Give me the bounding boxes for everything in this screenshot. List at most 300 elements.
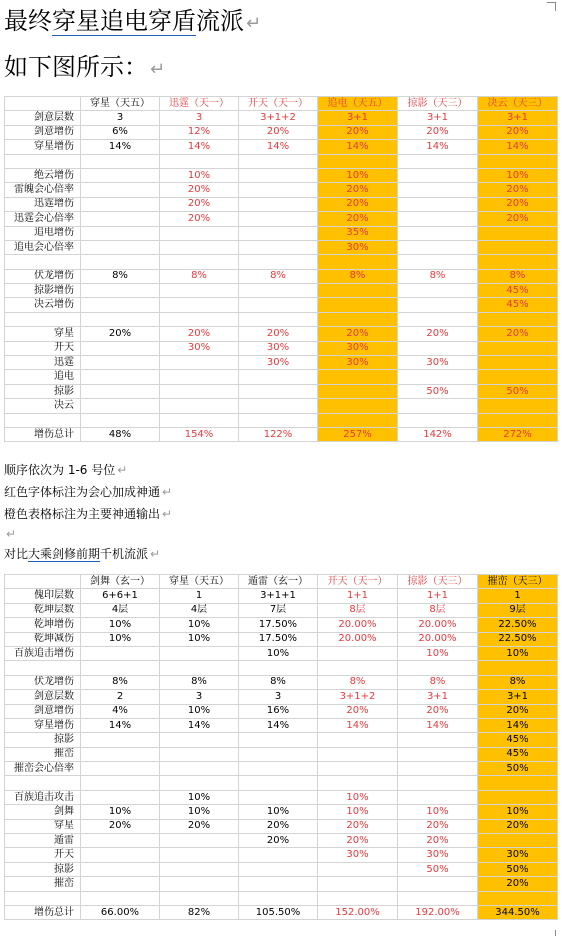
header-row — [5, 575, 558, 589]
table-cell — [160, 154, 239, 168]
title-part-a: 最终 — [4, 7, 52, 35]
table-cell — [81, 646, 160, 660]
table-row — [5, 632, 558, 646]
table-cell: 3+1+1 — [239, 589, 318, 603]
table-row — [5, 862, 558, 876]
header-row — [5, 97, 558, 111]
table-cell: 50% — [398, 384, 478, 398]
table-cell — [239, 762, 318, 776]
row-label — [5, 891, 81, 905]
table-cell — [160, 255, 239, 269]
table-cell — [318, 370, 398, 384]
table-cell: 20% — [318, 212, 398, 226]
table-cell — [81, 154, 160, 168]
column-header: 迅霆（天一） — [160, 97, 239, 111]
table-cell — [398, 154, 478, 168]
table-cell — [398, 747, 478, 761]
table-cell: 20% — [239, 125, 318, 139]
table-cell: 20% — [239, 834, 318, 848]
table-cell: 3+1 — [478, 690, 558, 704]
column-header: 开天（天一） — [318, 575, 398, 589]
table-row — [5, 226, 558, 240]
note-text: 橙色表格标注为主要神通输出 — [4, 507, 161, 521]
table-cell — [160, 240, 239, 254]
table-cell: 20.00% — [398, 618, 478, 632]
table-cell: 10% — [318, 168, 398, 182]
table-cell — [239, 891, 318, 905]
table-cell — [478, 399, 558, 413]
table-cell: 30% — [318, 848, 398, 862]
table-cell: 14% — [478, 140, 558, 154]
table-row — [5, 284, 558, 298]
table-cell: 30% — [160, 341, 239, 355]
paragraph-mark-icon: ↵ — [162, 485, 173, 499]
table-cell: 10% — [478, 646, 558, 660]
table-cell: 9层 — [478, 603, 558, 617]
table-cell — [81, 168, 160, 182]
table-cell: 14% — [398, 140, 478, 154]
row-label: 傀印层数 — [5, 589, 81, 603]
paragraph-mark-icon: ↵ — [117, 463, 128, 477]
table-cell: 10% — [398, 805, 478, 819]
table-row — [5, 154, 558, 168]
row-label: 决云 — [5, 399, 81, 413]
table-cell — [478, 790, 558, 804]
table-row — [5, 819, 558, 833]
table-row — [5, 255, 558, 269]
table-row — [5, 618, 558, 632]
table-cell: 14% — [398, 718, 478, 732]
table-cell: 3+1 — [318, 111, 398, 125]
row-label — [5, 312, 81, 326]
table-cell: 14% — [239, 140, 318, 154]
table-cell: 20% — [318, 197, 398, 211]
row-label — [5, 255, 81, 269]
paragraph-mark-icon: ↵ — [6, 527, 17, 541]
table-cell: 20% — [160, 197, 239, 211]
table-cell: 3+1+2 — [239, 111, 318, 125]
table-cell — [160, 733, 239, 747]
table-cell: 16% — [239, 704, 318, 718]
table-cell — [478, 356, 558, 370]
table-cell — [239, 384, 318, 398]
note-line-2 — [4, 484, 172, 501]
table-cell: 30% — [318, 356, 398, 370]
row-label — [5, 776, 81, 790]
table-cell — [239, 399, 318, 413]
table-cell: 14% — [160, 718, 239, 732]
table-cell: 20% — [398, 125, 478, 139]
table-cell — [318, 284, 398, 298]
table-cell: 22.50% — [478, 618, 558, 632]
table-cell: 20.00% — [318, 632, 398, 646]
table-cell: 105.50% — [239, 905, 318, 919]
table-cell — [478, 154, 558, 168]
table-cell — [398, 733, 478, 747]
table-cell — [81, 762, 160, 776]
table-cell — [160, 762, 239, 776]
table-cell: 20% — [398, 834, 478, 848]
table-row — [5, 427, 558, 441]
table-cell: 142% — [398, 427, 478, 441]
table-cell — [81, 384, 160, 398]
table-cell — [81, 399, 160, 413]
table-cell — [398, 413, 478, 427]
table-cell — [81, 197, 160, 211]
table-cell — [318, 312, 398, 326]
row-label: 开天 — [5, 341, 81, 355]
table-cell: 14% — [81, 718, 160, 732]
table-cell — [81, 298, 160, 312]
row-label: 乾坤减伤 — [5, 632, 81, 646]
table-cell — [239, 183, 318, 197]
table-cell — [398, 312, 478, 326]
table-cell — [398, 226, 478, 240]
build-table — [4, 96, 558, 442]
table-row — [5, 790, 558, 804]
table-cell: 20% — [81, 819, 160, 833]
table-cell: 45% — [478, 747, 558, 761]
table-cell — [239, 212, 318, 226]
table-cell — [81, 862, 160, 876]
column-header: 决云（天三） — [478, 97, 558, 111]
table-row — [5, 661, 558, 675]
table-cell — [478, 226, 558, 240]
table-cell — [81, 891, 160, 905]
table-cell: 272% — [478, 427, 558, 441]
table-cell: 10% — [81, 618, 160, 632]
row-label: 穿星增伤 — [5, 140, 81, 154]
row-label: 剑意层数 — [5, 111, 81, 125]
row-label: 增伤总计 — [5, 905, 81, 919]
row-label: 遁雷 — [5, 834, 81, 848]
table-cell: 10% — [478, 168, 558, 182]
table-row — [5, 834, 558, 848]
table-cell: 45% — [478, 298, 558, 312]
table-row — [5, 384, 558, 398]
table-cell: 8% — [239, 269, 318, 283]
table-cell: 10% — [160, 168, 239, 182]
table-cell — [318, 298, 398, 312]
table-cell — [239, 661, 318, 675]
table-cell — [239, 862, 318, 876]
row-label: 剑舞 — [5, 805, 81, 819]
table-cell — [160, 356, 239, 370]
table-cell — [81, 341, 160, 355]
table-row — [5, 733, 558, 747]
table-row — [5, 298, 558, 312]
table-cell: 10% — [318, 805, 398, 819]
table-row — [5, 183, 558, 197]
table-cell: 154% — [160, 427, 239, 441]
table-cell — [478, 661, 558, 675]
table-cell — [81, 877, 160, 891]
table-row — [5, 168, 558, 182]
table-cell: 10% — [160, 704, 239, 718]
row-label: 掠影 — [5, 733, 81, 747]
table-cell: 20% — [239, 819, 318, 833]
table-cell: 3 — [81, 111, 160, 125]
table-cell: 3+1 — [398, 690, 478, 704]
table-cell: 6% — [81, 125, 160, 139]
row-label: 摧峦 — [5, 877, 81, 891]
table-cell: 14% — [239, 718, 318, 732]
table-cell — [318, 776, 398, 790]
table-cell — [398, 255, 478, 269]
table-cell: 10% — [160, 790, 239, 804]
table-cell: 4层 — [81, 603, 160, 617]
table-cell — [318, 762, 398, 776]
column-header: 剑舞（玄一） — [81, 575, 160, 589]
row-label: 乾坤层数 — [5, 603, 81, 617]
table-cell: 14% — [318, 718, 398, 732]
table-row — [5, 413, 558, 427]
table-cell — [398, 370, 478, 384]
table-cell: 45% — [478, 284, 558, 298]
row-label: 掠影增伤 — [5, 284, 81, 298]
table-cell — [239, 255, 318, 269]
row-label: 迅霆增伤 — [5, 197, 81, 211]
table-row — [5, 704, 558, 718]
note-text: 顺序依次为 1-6 号位 — [4, 463, 116, 477]
table-cell: 14% — [160, 140, 239, 154]
table-cell: 30% — [478, 848, 558, 862]
table-cell — [81, 183, 160, 197]
table-cell: 20% — [318, 819, 398, 833]
table-cell — [318, 255, 398, 269]
row-label: 追电 — [5, 370, 81, 384]
table-cell: 3+1 — [478, 111, 558, 125]
table-row — [5, 140, 558, 154]
column-header: 穿星（天五） — [160, 575, 239, 589]
table-cell — [160, 399, 239, 413]
table-cell: 50% — [478, 384, 558, 398]
column-header — [5, 97, 81, 111]
table-cell: 22.50% — [478, 632, 558, 646]
table-cell — [318, 413, 398, 427]
table-cell — [239, 197, 318, 211]
table-cell — [160, 413, 239, 427]
row-label: 掠影 — [5, 384, 81, 398]
table-cell: 50% — [478, 762, 558, 776]
table-cell: 20% — [478, 212, 558, 226]
column-header: 追电（天五） — [318, 97, 398, 111]
table-cell — [239, 877, 318, 891]
paragraph-mark-icon: ↵ — [150, 59, 166, 80]
table-cell: 8层 — [318, 603, 398, 617]
table-cell — [318, 891, 398, 905]
table-cell — [81, 747, 160, 761]
column-header: 开天（天一） — [239, 97, 318, 111]
table-row — [5, 762, 558, 776]
table-cell: 10% — [81, 632, 160, 646]
row-label: 剑意层数 — [5, 690, 81, 704]
table-cell: 1+1 — [398, 589, 478, 603]
column-header: 掠影（天三） — [398, 575, 478, 589]
table-cell — [160, 834, 239, 848]
paragraph-mark-icon: ↵ — [162, 507, 173, 521]
table-cell — [478, 255, 558, 269]
table-cell — [478, 834, 558, 848]
table-cell: 20% — [160, 327, 239, 341]
title-part-b: 穿星追电穿盾 — [52, 7, 196, 35]
compare-text-b: 大乘剑修前期 — [28, 547, 101, 561]
empty-paragraph — [4, 526, 16, 543]
table-cell — [239, 298, 318, 312]
table-row — [5, 776, 558, 790]
table-row — [5, 327, 558, 341]
table-cell: 20% — [478, 197, 558, 211]
table-cell — [160, 298, 239, 312]
table-cell — [81, 661, 160, 675]
page-corner-mark — [547, 2, 556, 11]
table-cell: 20% — [478, 704, 558, 718]
paragraph-mark-icon: ↵ — [246, 13, 262, 34]
table-cell: 3+1+2 — [318, 690, 398, 704]
table-cell — [239, 284, 318, 298]
table-cell — [398, 183, 478, 197]
table-cell: 12% — [160, 125, 239, 139]
table-cell — [478, 341, 558, 355]
table-cell: 10% — [81, 805, 160, 819]
table-cell — [81, 370, 160, 384]
table-cell — [160, 384, 239, 398]
table-row — [5, 603, 558, 617]
table-cell: 10% — [318, 790, 398, 804]
table-cell: 8% — [160, 269, 239, 283]
table-cell: 8% — [398, 269, 478, 283]
subtitle-text: 如下图所示： — [4, 53, 148, 81]
comparison-table — [4, 574, 558, 920]
table-cell: 10% — [478, 805, 558, 819]
table-row — [5, 805, 558, 819]
table-cell: 14% — [478, 718, 558, 732]
table-cell — [478, 370, 558, 384]
row-label: 掠影 — [5, 862, 81, 876]
table-cell: 66.00% — [81, 905, 160, 919]
table-cell: 20% — [398, 704, 478, 718]
table-row — [5, 589, 558, 603]
table-cell: 8% — [81, 269, 160, 283]
table-row — [5, 848, 558, 862]
table-cell — [318, 747, 398, 761]
table-cell — [81, 776, 160, 790]
note-text: 红色字体标注为会心加成神通 — [4, 485, 161, 499]
table-row — [5, 675, 558, 689]
table-cell — [318, 399, 398, 413]
row-label: 百族追击增伤 — [5, 646, 81, 660]
table-cell — [239, 168, 318, 182]
table-cell: 3+1 — [398, 111, 478, 125]
page-title — [4, 6, 261, 39]
table-cell: 20% — [239, 327, 318, 341]
table-cell — [81, 413, 160, 427]
table-cell — [398, 341, 478, 355]
table-cell: 8% — [81, 675, 160, 689]
table-row — [5, 125, 558, 139]
table-cell — [239, 848, 318, 862]
table-cell — [160, 661, 239, 675]
column-header: 穿星（天五） — [81, 97, 160, 111]
table-cell: 8% — [239, 675, 318, 689]
table-cell — [398, 240, 478, 254]
table-cell — [239, 226, 318, 240]
table-row — [5, 877, 558, 891]
table-cell — [398, 298, 478, 312]
table-cell: 8% — [478, 269, 558, 283]
table-cell — [318, 646, 398, 660]
table-row — [5, 747, 558, 761]
table-cell: 17.50% — [239, 618, 318, 632]
table-cell — [239, 413, 318, 427]
row-label: 剑意增伤 — [5, 704, 81, 718]
row-label: 开天 — [5, 848, 81, 862]
row-label: 增伤总计 — [5, 427, 81, 441]
table-cell: 7层 — [239, 603, 318, 617]
table-cell — [398, 197, 478, 211]
table-cell: 122% — [239, 427, 318, 441]
table-cell — [318, 877, 398, 891]
table-cell: 8% — [160, 675, 239, 689]
table-cell — [398, 399, 478, 413]
row-label: 追电会心倍率 — [5, 240, 81, 254]
row-label: 追电增伤 — [5, 226, 81, 240]
table-cell — [239, 790, 318, 804]
table-cell: 30% — [318, 341, 398, 355]
table-cell: 20% — [318, 834, 398, 848]
table-cell — [160, 862, 239, 876]
table-cell — [398, 661, 478, 675]
table-cell — [160, 370, 239, 384]
table-cell — [478, 891, 558, 905]
table-cell: 3 — [160, 690, 239, 704]
table-cell — [160, 848, 239, 862]
paragraph-mark-icon: ↵ — [150, 547, 161, 561]
table-cell — [81, 356, 160, 370]
row-label — [5, 154, 81, 168]
table-cell — [398, 762, 478, 776]
table-cell — [81, 284, 160, 298]
table-cell — [81, 312, 160, 326]
table-cell: 50% — [478, 862, 558, 876]
table-cell: 10% — [160, 618, 239, 632]
table-row — [5, 212, 558, 226]
table-cell — [160, 646, 239, 660]
table-cell: 6+6+1 — [81, 589, 160, 603]
table-cell — [478, 312, 558, 326]
table-row — [5, 111, 558, 125]
page-subtitle — [4, 52, 165, 85]
table-cell: 20% — [160, 212, 239, 226]
row-label — [5, 413, 81, 427]
row-label: 伏龙增伤 — [5, 675, 81, 689]
table-cell: 10% — [398, 646, 478, 660]
table-cell: 10% — [160, 632, 239, 646]
row-label: 迅霆 — [5, 356, 81, 370]
table-cell — [398, 877, 478, 891]
table-cell: 45% — [478, 733, 558, 747]
table-cell — [160, 747, 239, 761]
page-corner-mark-bottom — [547, 930, 556, 936]
table-row — [5, 646, 558, 660]
table-cell — [239, 312, 318, 326]
table-cell: 20% — [318, 183, 398, 197]
table-cell: 20% — [160, 819, 239, 833]
table-row — [5, 905, 558, 919]
table-cell — [398, 212, 478, 226]
note-line-1 — [4, 462, 127, 479]
table-cell: 10% — [160, 805, 239, 819]
